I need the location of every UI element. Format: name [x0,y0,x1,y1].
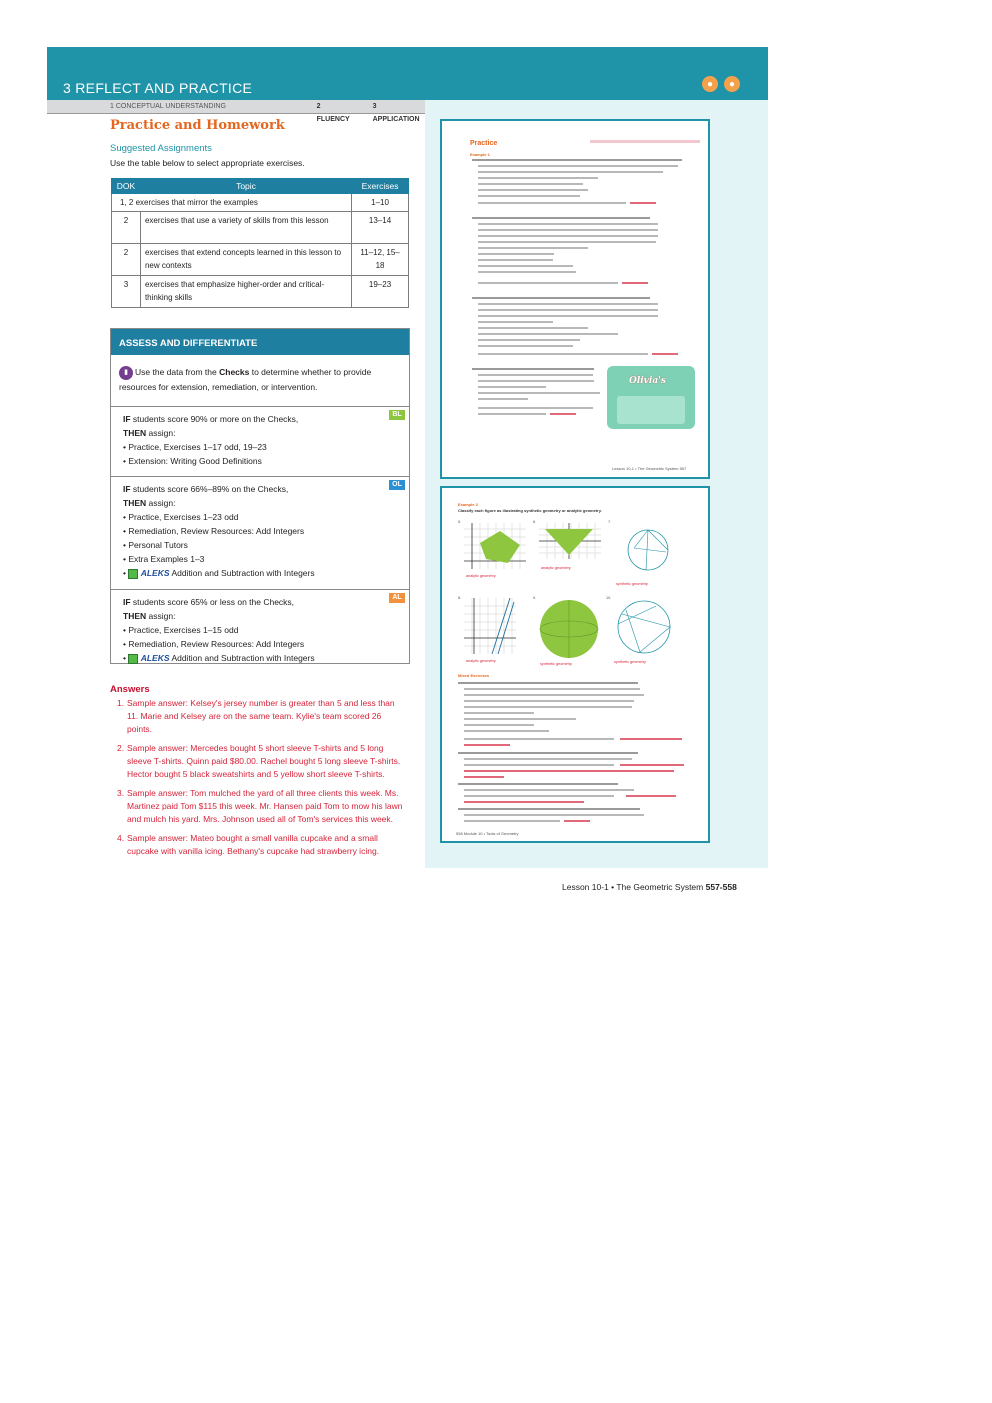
thumb-see-margin-mark [630,202,656,204]
grouping-icons [702,76,740,92]
thumb-instruction: Classify each figure as illustrating synthetic geometry or analytic geometry. [458,508,602,513]
list-item: • ALEKS Addition and Subtraction with Integers [123,653,315,663]
dok-cell: 2 [112,212,141,244]
figure-answer: analytic geometry [466,659,496,663]
table-row [112,244,409,276]
thumb-text-line [464,820,560,822]
thumb-text-line [478,259,553,261]
topic-value: exercises that mirror the examples [135,198,258,207]
thumb-text-line [458,682,638,684]
condition-text: students score 66%–89% on the Checks, [130,484,289,494]
column-header: DOK [112,179,141,194]
condition-text: students score 90% or more on the Checks, [130,414,299,424]
figure-answer: synthetic geometry [540,662,572,666]
thumb-text-line [458,808,640,810]
condition [123,412,401,426]
figure-9-sphere [538,598,600,660]
answer-item [117,787,407,826]
ad-menu [617,396,685,424]
intro-text: Use the data from the [135,367,220,377]
assess-intro [111,355,409,407]
thumb-text-line [478,327,588,329]
step-fluency: 2 FLUENCY [316,103,350,123]
list-item: • Practice, Exercises 1–17 odd, 19–23 [123,442,267,452]
item-text: Practice, Exercises 1–23 odd [128,512,239,522]
answer-number: 1. [117,698,125,708]
thumb-text-line [478,392,600,394]
list-item: • Remediation, Review Resources: Add Integers [123,639,305,649]
exercises-cell: 1–10 [352,194,409,212]
exercises-cell: 11–12, 15–18 [352,244,409,276]
figure-5-grid-polygon [464,523,526,569]
then-text: assign: [146,611,176,621]
thumb-mixed-exercises: Mixed Exercises [458,673,490,678]
pair-icon: ● [724,76,740,92]
checks-label: Checks [219,367,250,377]
thumb-text-line [472,297,650,299]
aleks-icon [128,569,138,579]
thumb-text-line [478,165,678,167]
item-text: Remediation, Review Resources: Add Integers [128,639,305,649]
item-text: Practice, Exercises 1–17 odd, 19–23 [128,442,267,452]
thumb-text-line [478,413,546,415]
answer-text: Sample answer: Mateo bought a small vanilla cupcake and a small cupcake with vanilla icing. Bethany's cupcake had strawberry icing. [127,833,380,856]
beyond-level-block [111,407,409,477]
thumb-text-line [478,315,658,317]
footer-lesson: Lesson 10-1 • The Geometric System [562,882,706,892]
answer-text: Sample answer: Mercedes bought 5 short sleeve T-shirts and 5 long sleeve T-shirts. Quinn paid $80.00. Rachel bought 5 long sleeve T-shirts. Hector bought 5 black sweatshirts and 5 yellow short sleeve T-shirts. [127,743,401,779]
thumb-text-line [478,195,580,197]
figure-number: 9. [533,596,537,600]
figure-answer: analytic geometry [541,566,571,570]
cupcake-shop-ad-image [607,366,695,429]
figure-answer: synthetic geometry [614,660,646,664]
exercises-cell: 19–23 [352,276,409,308]
thumb-text-line [478,189,588,191]
figure-number: 8. [458,596,462,600]
thumb-text-line [478,374,593,376]
practice-heading: Practice and Homework [110,118,285,133]
thumb-text-line [464,700,634,702]
on-level-block [111,477,409,590]
then [123,609,401,623]
thumb-example-label: Example 1 [470,152,490,157]
thumb-text-line [464,694,644,696]
thumb-text-line [478,386,546,388]
topic-cell: exercises that emphasize higher-order and critical-thinking skills [140,276,351,308]
thumb-text-line [478,253,554,255]
table-row [112,194,409,212]
then-text: assign: [146,498,176,508]
thumb-text-line [464,730,549,732]
individual-icon: ● [702,76,718,92]
thumb-text-line [478,223,658,225]
thumb-text-line [464,706,632,708]
dok-value: 1, 2 [120,198,134,207]
aleks-icon [128,654,138,664]
page-footer [562,882,737,892]
thumb-answer-mark [620,764,684,766]
assess-differentiate-box [110,328,410,664]
thumb-text-line [478,353,648,355]
footer-pages: 557-558 [705,882,737,892]
answer-item [117,832,407,858]
thumb-text-line [478,229,658,231]
thumb-text-line [478,202,626,204]
thumb-see-margin-mark [652,353,678,355]
thumb-text-line [464,795,614,797]
thumb-text-line [478,241,656,243]
approaching-level-block [111,590,409,665]
approaching-level-badge: AL [389,593,405,603]
topic-cell: exercises that use a variety of skills from this lesson [140,212,351,244]
thumb-text-line [472,368,594,370]
thumb-text-line [478,345,573,347]
topic-cell: exercises that extend concepts learned in this lesson to new contexts [140,244,351,276]
list-item: • Personal Tutors [123,540,188,550]
item-text: Personal Tutors [128,540,188,550]
answer-item [117,697,407,736]
dok-table [111,178,409,308]
thumb-text-line [464,688,640,690]
thumb-text-line [478,333,618,335]
thumb-text-line [464,814,644,816]
column-header: Exercises [352,179,409,194]
section-title: 3 REFLECT AND PRACTICE [63,80,253,96]
table-intro: Use the table below to select appropriate exercises. [110,158,305,168]
figure-answer: analytic geometry [466,574,496,578]
thumb-text-line [464,724,534,726]
thumb-page-label: 558 Module 10 • Tools of Geometry [456,831,519,836]
thumb-page-label: Lesson 10-1 • The Geometric System 557 [612,466,687,471]
thumb-answer-mark [464,801,584,803]
thumb-text-line [472,159,682,161]
list-item: • Practice, Exercises 1–23 odd [123,512,239,522]
then-label: THEN [123,611,147,621]
then-label: THEN [123,428,147,438]
thumb-text-line [478,247,588,249]
lesson-progress-bar [47,100,425,123]
figure-number: 6. [533,520,537,524]
checks-chart-icon: ▮ [119,366,133,380]
figure-number: 5. [458,520,462,524]
dok-cell: 3 [112,276,141,308]
thumb-see-margin-mark [550,413,576,415]
thumb-text-line [478,321,553,323]
thumb-text-line [464,758,632,760]
thumb-answer-mark [464,776,504,778]
item-text: Extra Examples 1–3 [128,554,205,564]
if-label: IF [123,484,131,494]
thumb-text-line [464,718,576,720]
answer-text: Sample answer: Tom mulched the yard of all three clients this week. Ms. Martinez paid Tom $115 this week. Mr. Hansen paid Tom to mow his lawn and mulch his yard. Mrs. Johnson used all of Tom's services this week. [127,788,403,824]
item-text: Practice, Exercises 1–15 odd [128,625,239,635]
if-label: IF [123,597,131,607]
condition-text: students score 65% or less on the Checks, [130,597,295,607]
condition [123,482,401,496]
thumb-text-line [478,265,573,267]
assess-heading: ASSESS AND DIFFERENTIATE [111,329,409,355]
answers-heading: Answers [110,684,150,695]
thumb-answer-mark [626,795,676,797]
thumb-answer-mark [464,770,674,772]
answer-text: Sample answer: Kelsey's jersey number is greater than 5 and less than 11. Marie and Kelsey are on the same team. Kylie's team scored 26 points. [127,698,395,734]
then-text: assign: [146,428,176,438]
thumb-see-margin-mark [622,282,648,284]
answer-item [117,742,407,781]
on-level-badge: OL [389,480,405,490]
thumb-text-line [464,712,534,714]
beyond-level-badge: BL [389,410,405,420]
list-item: • Extension: Writing Good Definitions [123,456,262,466]
thumb-answer-mark [464,744,510,746]
thumb-text-line [464,789,634,791]
thumb-text-line [478,398,528,400]
figure-answer: synthetic geometry [616,582,648,586]
thumb-see-margin-mark [564,820,590,822]
thumb-practice-heading: Practice [470,140,498,147]
list-item: • Extra Examples 1–3 [123,554,205,564]
thumb-text-line [464,738,614,740]
item-text: Remediation, Review Resources: Add Integers [128,526,305,536]
thumb-go-online-bar [590,140,700,143]
figure-number: 7. [608,520,612,524]
item-text: Addition and Subtraction with Integers [171,568,315,578]
thumb-text-line [478,407,593,409]
thumb-text-line [478,282,618,284]
list-item: • Practice, Exercises 1–15 odd [123,625,239,635]
figure-6-grid-triangle [539,523,601,559]
step-conceptual: 1 CONCEPTUAL UNDERSTANDING [110,103,226,110]
thumb-text-line [464,764,614,766]
thumb-text-line [478,303,658,305]
thumb-text-line [458,752,638,754]
figure-number: 10. [606,596,612,600]
thumb-text-line [478,183,583,185]
aleks-logo: ALEKS [140,568,170,578]
figure-8-grid-lines [464,598,516,654]
answer-number: 3. [117,788,125,798]
step-application: 3 APPLICATION [372,103,420,123]
figure-7-circle-construction [626,522,674,574]
answers-list [117,697,407,864]
divider [47,113,425,114]
condition [123,595,401,609]
thumb-text-line [478,380,594,382]
thumb-text-line [478,339,580,341]
column-header: Topic [140,179,351,194]
list-item: • Remediation, Review Resources: Add Integers [123,526,305,536]
thumb-text-line [478,309,658,311]
table-row [112,276,409,308]
then [123,496,401,510]
item-text: Extension: Writing Good Definitions [128,456,262,466]
ad-brand: Olivia's [629,376,666,386]
aleks-logo: ALEKS [140,653,170,663]
thumb-example-label: Example 2 [458,502,478,507]
figure-10-circle-chords [612,598,676,656]
thumb-text-line [458,783,618,785]
dok-topic-cell [112,194,352,212]
then [123,426,401,440]
thumb-text-line [478,171,663,173]
thumb-text-line [472,217,650,219]
if-label: IF [123,414,131,424]
exercises-cell: 13–14 [352,212,409,244]
answer-number: 4. [117,833,125,843]
table-header-row [112,179,409,194]
dok-cell: 2 [112,244,141,276]
then-label: THEN [123,498,147,508]
item-text: Addition and Subtraction with Integers [171,653,315,663]
list-item: • ALEKS Addition and Subtraction with Integers [123,568,315,578]
suggested-assignments-heading: Suggested Assignments [110,143,212,154]
answer-number: 2. [117,743,125,753]
thumb-answer-mark [620,738,682,740]
table-row [112,212,409,244]
thumb-text-line [478,235,658,237]
thumb-text-line [478,177,598,179]
intro-text: to determine whether to provide resources for extension, remediation, or intervention. [119,367,372,392]
thumb-text-line [478,271,576,273]
